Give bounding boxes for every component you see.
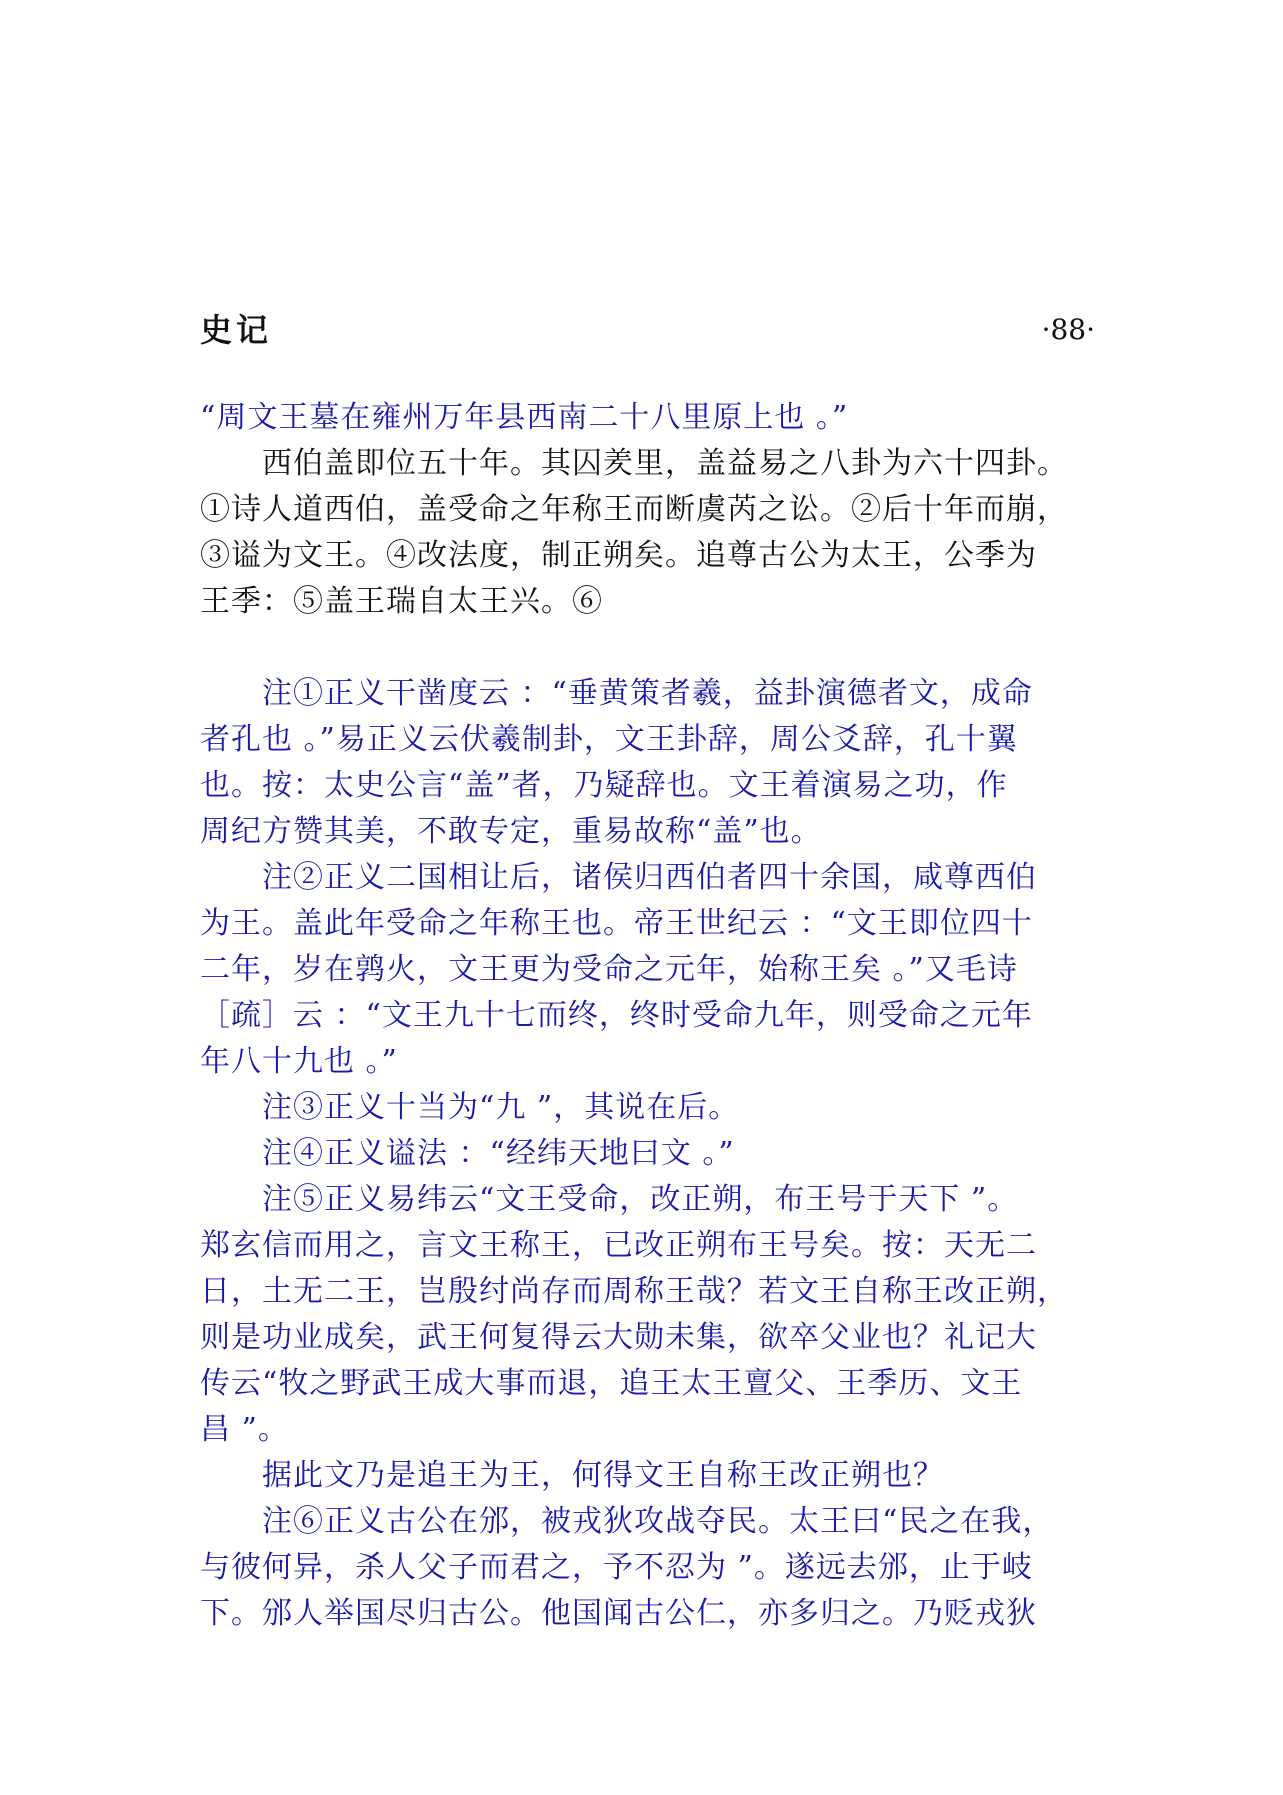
main-line: ③谥为文王。④改法度，制正朔矣。追尊古公为太王，公季为 (200, 538, 1037, 573)
book-title: 史记 (200, 311, 273, 349)
main-line: 西伯盖即位五十年。其囚羑里，盖益易之八卦为六十四卦。 (200, 446, 1068, 481)
note-line: 为王。盖此年受命之年称王也。帝王世纪云 ：“文王即位四十 (200, 906, 1033, 941)
main-line: ①诗人道西伯，盖受命之年称王而断虞芮之讼。②后十年而崩， (200, 492, 1068, 527)
main-line: 王季：⑤盖王瑞自太王兴。⑥ (200, 584, 603, 619)
note-line: 注⑥正义古公在邠，被戎狄攻战夺民。太王曰“民之在我， (200, 1504, 1054, 1539)
note-line: 日，土无二王，岂殷纣尚存而周称王哉？若文王自称王改正朔， (200, 1274, 1068, 1309)
note-line: 注③正义十当为“九 ”，其说在后。 (200, 1090, 740, 1125)
page-header (200, 308, 1095, 352)
note-line: 注①正义干凿度云 ：“垂黄策者羲，益卦演德者文，成命 (200, 676, 1033, 711)
quote-line: “周文王墓在雍州万年县西南二十八里原上也 。” (200, 400, 849, 435)
note-line: 年八十九也 。” (200, 1044, 398, 1079)
note-line: 则是功业成矣，武王何复得云大勋未集，欲卒父业也？礼记大 (200, 1320, 1037, 1355)
note-line: 郑玄信而用之，言文王称王，已改正朔布王号矣。按：天无二 (200, 1228, 1037, 1263)
note-line: 周纪方赞其美，不敢专定，重易故称“盖”也。 (200, 814, 822, 849)
page-body (200, 395, 1110, 1637)
note-line: 者孔也 。”易正义云伏羲制卦，文王卦辞，周公爻辞，孔十翼 (200, 722, 1018, 757)
note-line: ［疏］云 ：“文王九十七而终，终时受命九年，则受命之元年 (200, 998, 1033, 1033)
notes-section (200, 671, 1110, 1637)
note-line: 传云“牧之野武王成大事而退，追王太王亶父、王季历、文王 (200, 1366, 1023, 1401)
note-line: 据此文乃是追王为王，何得文王自称王改正朔也？ (200, 1458, 944, 1493)
main-paragraph (200, 441, 1110, 625)
note-line: 下。邠人举国尽归古公。他国闻古公仁，亦多归之。乃贬戎狄 (200, 1596, 1037, 1631)
page-number: ·88· (1041, 313, 1095, 346)
note-line: 二年，岁在鹑火，文王更为受命之元年，始称王矣 。”又毛诗 (200, 952, 1018, 987)
paragraph-gap (200, 625, 1110, 671)
note-line: 与彼何异，杀人父子而君之，予不忍为 ”。遂远去邠，止于岐 (200, 1550, 1033, 1585)
note-line: 也。按：太史公言“盖”者，乃疑辞也。文王着演易之功，作 (200, 768, 1008, 803)
note-line: 昌 ”。 (200, 1412, 289, 1447)
note-line: 注②正义二国相让后，诸侯归西伯者四十余国，咸尊西伯 (200, 860, 1037, 895)
note-line: 注⑤正义易纬云“文王受命，改正朔，布王号于天下 ”。 (200, 1182, 1019, 1217)
note-line: 注④正义谥法 ：“经纬天地曰文 。” (200, 1136, 735, 1171)
